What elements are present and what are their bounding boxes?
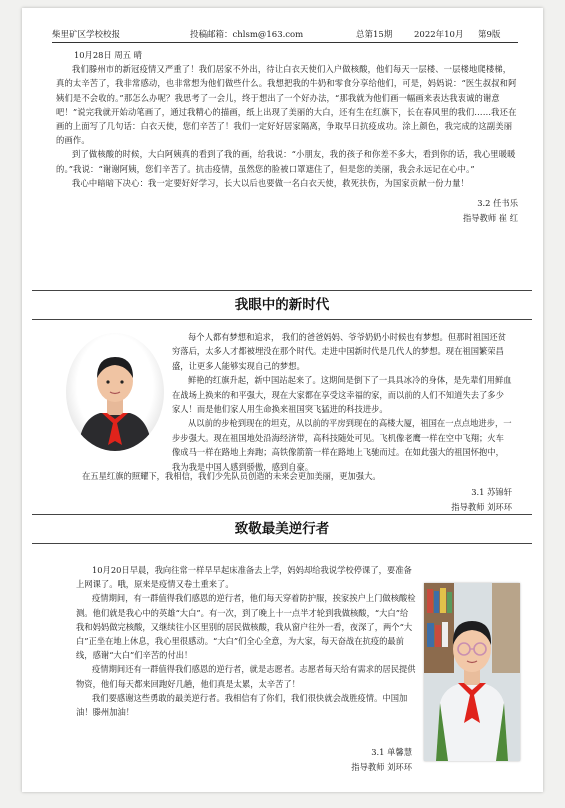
article-paragraph: 我心中暗暗下决心：我一定要好好学习，长大以后也要做一名白衣天使，救死扶伤，为国家贡献一份力量！ <box>72 177 470 188</box>
article-title: 我眼中的新时代 <box>234 297 330 313</box>
article-paragraph: 疫情期间，有一群值得我们感恩的逆行者，他们每天穿着防护服，挨家挨户上门做核酸检测。他们就是我心中的英雄“大白”。有一次，到了晚上十一点半才轮到我做核酸，“大白”给我和妈妈做完核酸，又继续往小区里别的居民做核酸，我从窗户往外一看，夜深了，两个“大白”正坐在地上休息，我心里很感动。“大白”们全心全意，为大家，每天奋战在抗疫的最前线，感谢“大白”们辛苦的付出！ <box>76 593 416 661</box>
article-paragraph: 从以前的步枪到现在的坦克，从以前的平房到现在的高楼大厦，祖国在一点点地进步，一步步强大。现在祖国地处沿海经济带，高科技随处可见。飞机像老鹰一样在空中飞翔；火车像成马一样在路地上奔跑；高铁像箭箭一样在路地上飞驰而过。在如此强大的祖国怀抱中，我为我是中国人感到骄傲，感到自豪。 <box>172 418 512 472</box>
article-signature <box>322 485 512 515</box>
student-photo <box>424 583 520 761</box>
title-band <box>32 290 532 320</box>
teacher-name: 指导教师 刘环环 <box>351 762 412 772</box>
article-paragraph: 在五星红旗的照耀下，我相信，我们少先队员创造的未来会更加美丽，更加强大。 <box>82 471 381 481</box>
teacher-name: 指导教师 崔 红 <box>462 213 518 224</box>
issue-date: 2022年10月 <box>414 30 464 40</box>
article-paragraph: 到了做核酸的时候，大白阿姨真的看到了我的画，给我说：“小朋友，我的孩子和你差不多大，看到你的话，我心里暖暖的。”我说：“谢谢阿姨，您们辛苦了。抗击疫情，虽然您的脸被口罩遮住了，但是您的美丽，我会永远记在心中。” <box>56 149 516 174</box>
teacher-name: 指导教师 刘环环 <box>451 502 512 512</box>
newspaper-page <box>22 8 543 792</box>
article-signature <box>252 745 412 775</box>
article-diary <box>56 48 518 226</box>
author-name: 3.2 任书乐 <box>477 198 518 209</box>
student-portrait-photo <box>66 333 164 451</box>
author-name: 3.1 苏锦轩 <box>471 487 512 497</box>
article-paragraph: 每个人都有梦想和追求， 我们的爸爸妈妈、爷爷奶奶小时候也有梦想。但那时祖国还贫穷落后，太多人才都被埋没在那个时代。走进中国新时代是几代人的梦想。现在祖国繁荣昌盛，让更多人能够实现自己的梦想。 <box>172 332 506 371</box>
article-tribute-body <box>76 563 416 719</box>
article-paragraph: 我们滕州市的新冠疫情又严重了！我们居家不外出，待让白衣天使们入户做核酸，他们每天一层楼、一层楼地爬楼梯，真的太辛苦了，我非常感动，也非常想为他们做些什么。我想把我的牛奶和零食分享给他们，可是，妈妈说：“医生叔叔和阿姨们是不会收的。”那怎么办呢？我思考了一会儿，终于想出了一个好办法，“那我就为他们画一幅画来表达我衷诚的谢意吧！”说完我就开始动笔画了，通过我精心的描画，纸上出现了美丽的大白，还有生在红旗下，长在春风里的我们……我还在画的上面写了几句话：白衣天使，您们辛苦了！我们一定好好居家隔离，争取早日抗疫成功。涂上颜色，我完成的这副美丽的画作。 <box>56 64 517 146</box>
article-paragraph: 鲜艳的红旗升起，新中国站起来了。这期间是倒下了一具具冰冷的身体，是先辈们用鲜血在战场上换来的和平强大，现在大家都在享受这幸福的家，而以前的人们不知道失去了多少家人！而是他们家人用生命换来祖国突飞猛进的科技进步。 <box>172 375 512 415</box>
page-header <box>52 26 518 43</box>
publication-name: 柴里矿区学校校报 <box>52 30 121 40</box>
issue-number: 总第15期 <box>356 30 393 40</box>
article-paragraph: 10月20日早晨，我向往常一样早早起床准备去上学，妈妈却给我说学校停课了，要准备上网课了。哦，原来是疫情又卷土重来了。 <box>76 565 412 590</box>
page-number: 第9版 <box>478 30 501 40</box>
article-new-era-body <box>172 330 512 474</box>
diary-date: 10月28日 周五 晴 <box>74 50 142 60</box>
author-name: 3.1 单馨慧 <box>371 747 412 757</box>
article-paragraph: 疫情期间还有一群值得我们感恩的逆行者，就是志愿者。志愿者每天给有需求的居民提供物资，他们每天都来回跑好几趟，他们真是太累，太辛苦了！ <box>76 664 416 689</box>
title-band <box>32 514 532 544</box>
article-signature <box>56 196 518 226</box>
article-title: 致敬最美逆行者 <box>234 521 330 537</box>
article-paragraph: 我们要感谢这些勇敢的最美逆行者。我相信有了你们，我们很快就会战胜疫情。中国加油！滕州加油！ <box>76 692 408 718</box>
submission-email: 投稿邮箱：chlsm@163.com <box>190 30 304 40</box>
